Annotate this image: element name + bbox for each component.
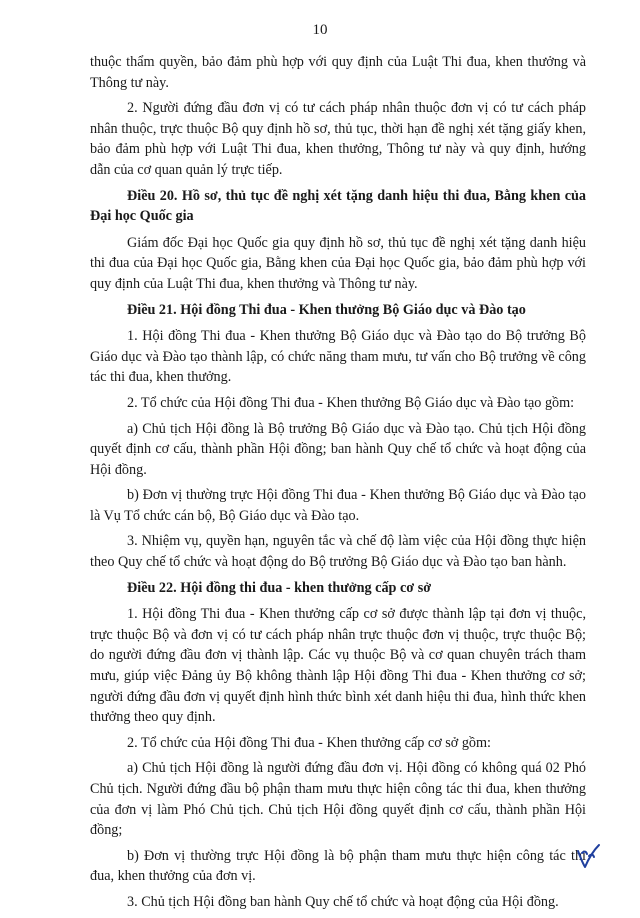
article-heading: Điều 20. Hồ sơ, thủ tục đề nghị xét tặng danh hiệu thi đua, Bằng khen của Đại học Quốc gia [90, 187, 586, 225]
paragraph: 2. Tổ chức của Hội đồng Thi đua - Khen thưởng Bộ Giáo dục và Đào tạo gồm: [127, 394, 575, 411]
paragraph: 3. Nhiệm vụ, quyền hạn, nguyên tắc và chế độ làm việc của Hội đồng thực hiện theo Quy chế tổ chức và hoạt động do Bộ trưởng Bộ Giáo dục và Đào tạo ban hành. [90, 533, 586, 571]
article-heading: Điều 22. Hội đồng thi đua - khen thưởng cấp cơ sở [127, 579, 432, 596]
paragraph: 1. Hội đồng Thi đua - Khen thưởng cấp cơ sở được thành lập tại đơn vị thuộc, trực thuộc Bộ và đơn vị có tư cách pháp nhân trực thuộc đơn vị thuộc, trực thuộc Bộ; do người đứng đầu đơn vị thành lập. Các vụ thuộc Bộ và cơ quan chuyên trách tham mưu, giúp việc Đảng ủy Bộ không thành lập Hội đồng Thi đua - Khen thưởng cơ sở; người đứng đầu đơn vị quyết định hình thức bình xét danh hiệu thi đua, hình thức khen thưởng theo quy định. [90, 606, 586, 726]
initials-signature [574, 842, 602, 872]
page-number: 10 [312, 22, 328, 38]
article-heading: Điều 21. Hội đồng Thi đua - Khen thưởng Bộ Giáo dục và Đào tạo [127, 301, 526, 318]
paragraph: 2. Người đứng đầu đơn vị có tư cách pháp nhân thuộc đơn vị có tư cách pháp nhân thuộc, trực thuộc Bộ quy định hồ sơ, thủ tục, thời hạn đề nghị xét tặng giấy khen, bảo đảm phù hợp với Luật Thi đua, khen thưởng, Thông tư này và quy định, hướng dẫn của cơ quan quản lý trực tiếp. [90, 100, 586, 178]
paragraph: 1. Hội đồng Thi đua - Khen thưởng Bộ Giáo dục và Đào tạo do Bộ trưởng Bộ Giáo dục và Đào tạo thành lập, có chức năng tham mưu, tư vấn cho Bộ trưởng về công tác thi đua, khen thưởng. [90, 328, 586, 386]
paragraph: a) Chủ tịch Hội đồng là người đứng đầu đơn vị. Hội đồng có không quá 02 Phó Chủ tịch. Người đứng đầu bộ phận tham mưu thực hiện công tác thi đua, khen thưởng của đơn vị làm Phó Chủ tịch. Chủ tịch Hội đồng quyết định cơ cấu, thành phần Hội đồng; [90, 760, 586, 839]
paragraph: thuộc thẩm quyền, bảo đảm phù hợp với quy định của Luật Thi đua, khen thưởng và Thông tư này. [90, 54, 586, 91]
paragraph: Giám đốc Đại học Quốc gia quy định hồ sơ, thủ tục đề nghị xét tặng danh hiệu thi đua của Đại học Quốc gia, Bằng khen của Đại học Quốc gia, bảo đảm phù hợp với quy định của Luật Thi đua, khen thưởng và Thông tư này. [90, 234, 586, 292]
paragraph: 3. Chủ tịch Hội đồng ban hành Quy chế tổ chức và hoạt động của Hội đồng. [127, 893, 559, 910]
paragraph: b) Đơn vị thường trực Hội đồng Thi đua - Khen thưởng Bộ Giáo dục và Đào tạo là Vụ Tổ chức cán bộ, Bộ Giáo dục và Đào tạo. [90, 487, 586, 524]
paragraph: b) Đơn vị thường trực Hội đồng là bộ phận tham mưu thực hiện công tác thi đua, khen thưởng của đơn vị. [90, 847, 586, 885]
document-body [90, 52, 586, 918]
paragraph: a) Chủ tịch Hội đồng là Bộ trưởng Bộ Giáo dục và Đào tạo. Chủ tịch Hội đồng quyết định cơ cấu, thành phần Hội đồng; ban hành Quy chế tổ chức và hoạt động của Hội đồng. [90, 420, 586, 478]
paragraph: 2. Tổ chức của Hội đồng Thi đua - Khen thưởng cấp cơ sở gồm: [127, 734, 491, 751]
